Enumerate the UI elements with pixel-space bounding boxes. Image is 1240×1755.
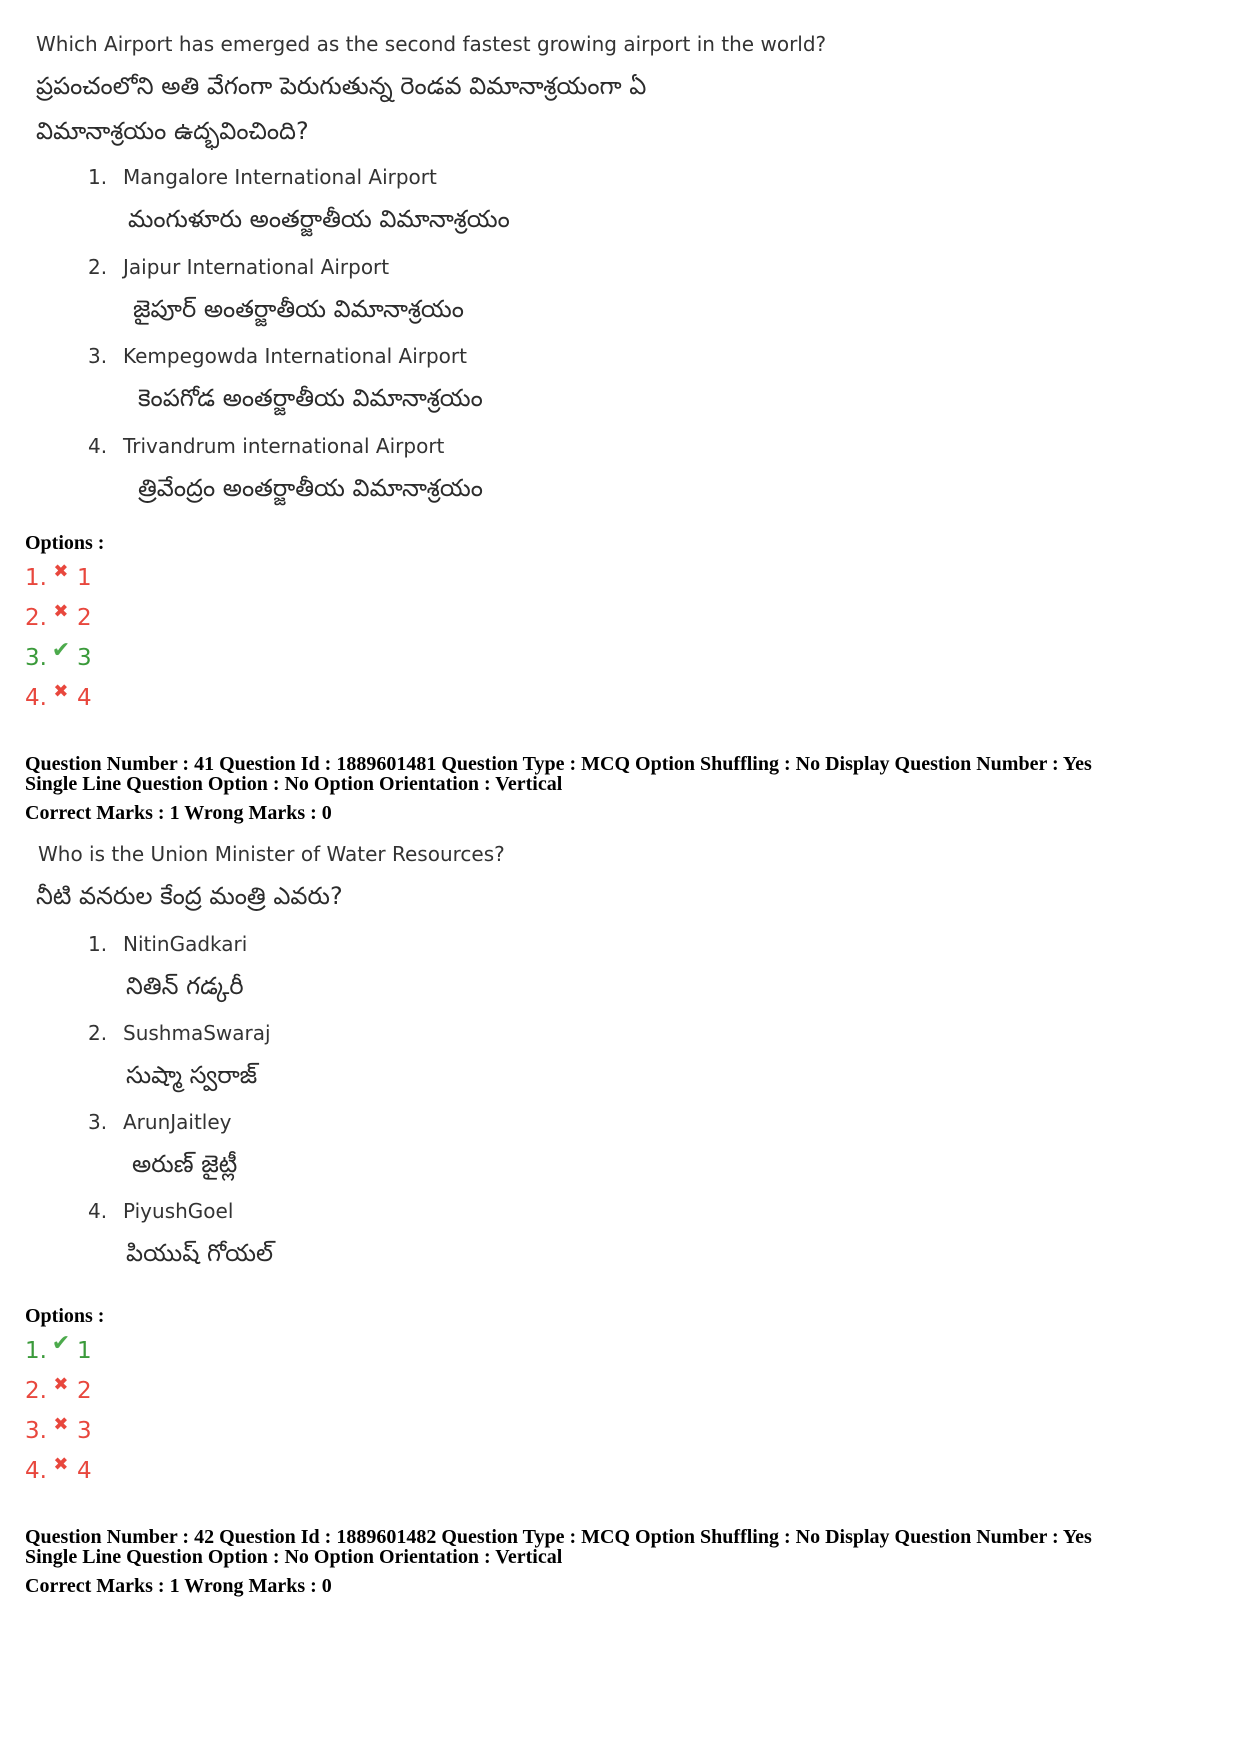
answer-option-correct <box>25 638 92 671</box>
choice-text-te: కెంపగోడ అంతర్జాతీయ విమానాశ్రయం <box>138 384 483 412</box>
question-text-en: Which Airport has emerged as the second fastest growing airport in the world? <box>36 32 827 56</box>
question-meta-options: Single Line Question Option : No Option Orientation : Vertical <box>25 773 563 795</box>
question-marks: Correct Marks : 1 Wrong Marks : 0 <box>25 802 332 824</box>
choice-number: 1. <box>88 165 108 189</box>
answer-number: 2. <box>25 1378 47 1404</box>
choice-number: 2. <box>88 1021 108 1045</box>
choice-text-en: ArunJaitley <box>123 1110 232 1134</box>
question-text-te: ప్రపంచంలోని అతి వేగంగా పెరుగుతున్న రెండవ విమానాశ్రయంగా ఏ <box>36 72 647 100</box>
question-meta-options: Single Line Question Option : No Option Orientation : Vertical <box>25 1546 563 1568</box>
answer-option <box>25 1374 92 1404</box>
question-text-te: నీటి వనరుల కేంద్ర మంత్రి ఎవరు? <box>36 882 343 910</box>
answer-option <box>25 681 92 711</box>
cross-icon: ✖ <box>53 1414 69 1435</box>
options-label: Options : <box>25 532 105 554</box>
answer-value: 4 <box>76 685 92 711</box>
choice-text-en: Trivandrum international Airport <box>123 434 445 458</box>
choice-text-te: అరుణ్ జైట్లీ <box>132 1150 238 1178</box>
answer-value: 3 <box>76 645 92 671</box>
choice-number: 3. <box>88 344 108 368</box>
answer-option <box>25 601 92 631</box>
cross-icon: ✖ <box>53 1454 69 1475</box>
cross-icon: ✖ <box>53 601 69 622</box>
choice-text-en: Kempegowda International Airport <box>123 344 467 368</box>
choice-text-te: జైపూర్ అంతర్జాతీయ విమానాశ్రయం <box>133 295 464 323</box>
cross-icon: ✖ <box>53 561 69 582</box>
answer-number: 4. <box>25 1458 47 1484</box>
choice-text-en: NitinGadkari <box>123 932 248 956</box>
cross-icon: ✖ <box>53 1374 69 1395</box>
choice-text-en: SushmaSwaraj <box>123 1021 271 1045</box>
choice-number: 3. <box>88 1110 108 1134</box>
answer-number: 3. <box>25 645 47 671</box>
answer-option-correct <box>25 1331 92 1364</box>
choice-text-en: Mangalore International Airport <box>123 165 437 189</box>
choice-text-en: PiyushGoel <box>123 1199 234 1223</box>
check-icon: ✔ <box>51 638 71 663</box>
question-text-en: Who is the Union Minister of Water Resources? <box>38 842 505 866</box>
choice-text-te: మంగుళూరు అంతర్జాతీయ విమానాశ్రయం <box>128 205 510 233</box>
answer-number: 3. <box>25 1418 47 1444</box>
answer-value: 1 <box>76 1338 92 1364</box>
answer-value: 3 <box>76 1418 92 1444</box>
answer-value: 4 <box>76 1458 92 1484</box>
choice-text-en: Jaipur International Airport <box>123 255 390 279</box>
choice-number: 2. <box>88 255 108 279</box>
question-meta: Question Number : 42 Question Id : 1889601482 Question Type : MCQ Option Shuffling : No Display Question Number : Yes <box>25 1526 1092 1548</box>
choice-text-te: పియుష్ గోయల్ <box>126 1239 274 1267</box>
answer-option <box>25 1454 92 1484</box>
choice-number: 1. <box>88 932 108 956</box>
choice-number: 4. <box>88 1199 108 1223</box>
answer-option <box>25 1414 92 1444</box>
answer-number: 1. <box>25 1338 47 1364</box>
choice-text-te: త్రివేంద్రం అంతర్జాతీయ విమానాశ్రయం <box>138 474 483 502</box>
question-text-te-cont: విమానాశ్రయం ఉద్భవించింది? <box>36 117 309 145</box>
cross-icon: ✖ <box>53 681 69 702</box>
answer-value: 2 <box>76 605 92 631</box>
answer-option <box>25 561 92 591</box>
options-label: Options : <box>25 1305 105 1327</box>
answer-number: 2. <box>25 605 47 631</box>
answer-value: 2 <box>76 1378 92 1404</box>
question-marks: Correct Marks : 1 Wrong Marks : 0 <box>25 1575 332 1597</box>
question-meta: Question Number : 41 Question Id : 1889601481 Question Type : MCQ Option Shuffling : No Display Question Number : Yes <box>25 753 1092 775</box>
choice-text-te: సుష్మా స్వరాజ్ <box>126 1061 258 1089</box>
choice-text-te: నితిన్ గడ్కరీ <box>126 972 244 1000</box>
answer-number: 4. <box>25 685 47 711</box>
choice-number: 4. <box>88 434 108 458</box>
answer-number: 1. <box>25 565 47 591</box>
check-icon: ✔ <box>51 1331 71 1356</box>
answer-value: 1 <box>76 565 92 591</box>
